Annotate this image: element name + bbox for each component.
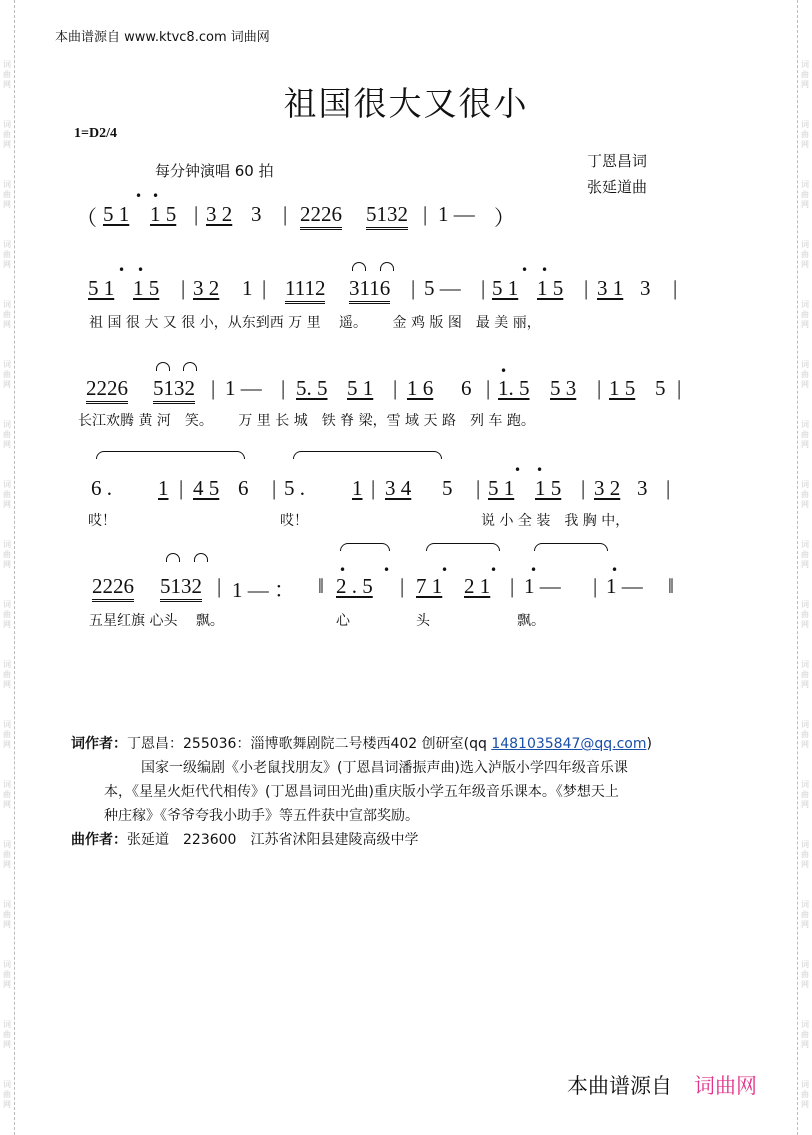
composer-label: 曲作者：	[71, 832, 127, 848]
watermark-text: 词 曲 网	[3, 60, 11, 89]
watermark-text: 词 曲 网	[801, 420, 809, 449]
lyric-line-4c: 头	[416, 613, 430, 629]
note-group: 3 1	[597, 276, 624, 300]
lyric-line-3a: 哎！	[88, 513, 116, 529]
paren-close: ）	[494, 206, 515, 230]
note-group: 5132	[160, 574, 202, 602]
watermark-text: 词 曲 网	[801, 120, 809, 149]
barline: ‖	[668, 574, 674, 598]
barline: |	[593, 574, 598, 598]
octave-dot: •	[490, 563, 498, 577]
footer-source	[567, 1070, 757, 1100]
note-group: 1 5	[535, 476, 562, 500]
octave-dot: •	[383, 563, 391, 577]
note-group: 5 1	[347, 376, 374, 400]
note-group: 5 1	[492, 276, 519, 300]
octave-dot: •	[521, 263, 529, 277]
slur-mark	[293, 451, 442, 459]
octave-dot: •	[118, 263, 126, 277]
watermark-text: 词 曲 网	[3, 720, 11, 749]
lyricist-label: 词作者：	[71, 736, 127, 752]
octave-dot: •	[135, 189, 143, 203]
slur-mark	[340, 543, 390, 551]
barline: |	[581, 476, 586, 500]
note-group: 5 3	[550, 376, 577, 400]
lyric-line-3b: 哎！	[280, 513, 308, 529]
note-group: 5132	[366, 202, 408, 230]
watermark-text: 词 曲 网	[3, 960, 11, 989]
note-group: 2 1	[464, 574, 491, 598]
watermark-text: 词 曲 网	[3, 600, 11, 629]
lyricist-note-line2: 国家一级编剧《小老鼠找朋友》(丁恩昌词潘振声曲)选入泸版小学四年级音乐课	[141, 760, 628, 776]
barline: |	[481, 276, 486, 300]
note-group: 2226	[86, 376, 128, 404]
note-group: 6 .	[91, 476, 112, 500]
watermark-text: 词 曲 网	[801, 780, 809, 809]
note-group: 1 6	[407, 376, 434, 400]
note-group: 5. 5	[296, 376, 328, 400]
note-group: 1112	[285, 276, 325, 304]
barline: |	[181, 276, 186, 300]
lyric-line-1: 祖 国 很 大 又 很 小，从东到西 万 里 遥。 金 鸡 版 图 最 美 丽，	[89, 315, 541, 331]
note-group: 5 1	[88, 276, 115, 300]
barline: |	[673, 276, 678, 300]
watermark-text: 词 曲 网	[801, 840, 809, 869]
watermark-text: 词 曲 网	[801, 1020, 809, 1049]
note-group: 1 —	[225, 376, 262, 400]
octave-dot: •	[441, 563, 449, 577]
lyricist-note-line3: 本，《星星火炬代代相传》(丁恩昌词田光曲)重庆版小学五年级音乐课本。《梦想天上	[104, 784, 619, 800]
tie-mark	[352, 262, 366, 271]
tie-mark	[156, 362, 170, 371]
note-group: 5132	[153, 376, 195, 404]
watermark-text: 词 曲 网	[3, 120, 11, 149]
note-group: 3 2	[594, 476, 621, 500]
note-group: 5 1	[488, 476, 515, 500]
composer-credit: 张延道曲	[587, 178, 648, 196]
barline: |	[584, 276, 589, 300]
note-group: 3	[251, 202, 262, 226]
note-group: 4 5	[193, 476, 220, 500]
note-group: 1 —	[438, 202, 475, 226]
note-group: 5	[442, 476, 453, 500]
note-group: 3 4	[385, 476, 412, 500]
watermark-text: 词 曲 网	[3, 840, 11, 869]
barline: |	[393, 376, 398, 400]
watermark-text: 词 曲 网	[3, 240, 11, 269]
note-group: 1	[242, 276, 253, 300]
composer-note	[71, 828, 751, 852]
lyricist-credit: 丁恩昌词	[587, 152, 648, 170]
watermark-text: 词 曲 网	[3, 480, 11, 509]
note-group: 1 —	[606, 574, 643, 598]
watermark-text: 词 曲 网	[3, 1080, 11, 1109]
note-group: 3 2	[206, 202, 233, 226]
barline: |	[400, 574, 405, 598]
watermark-text: 词 曲 网	[3, 1020, 11, 1049]
note-group: 5 1	[103, 202, 130, 226]
lyricist-note-line1	[71, 732, 751, 756]
octave-dot: •	[530, 563, 538, 577]
octave-dot: •	[611, 563, 619, 577]
barline: |	[179, 476, 184, 500]
watermark-text: 词 曲 网	[801, 540, 809, 569]
watermark-text: 词 曲 网	[3, 900, 11, 929]
note-group: 6	[238, 476, 249, 500]
watermark-text: 词 曲 网	[801, 600, 809, 629]
note-group: 3116	[349, 276, 390, 304]
barline: ‖	[318, 574, 324, 598]
barline: |	[194, 202, 199, 226]
watermark-text: 词 曲 网	[801, 180, 809, 209]
tie-mark	[194, 553, 208, 562]
lyric-line-3c: 说 小 全 装 我 胸 中，	[481, 513, 630, 529]
watermark-text: 词 曲 网	[801, 60, 809, 89]
watermark-text: 词 曲 网	[3, 300, 11, 329]
lyricist-address-end: )	[646, 736, 652, 752]
barline: |	[666, 476, 671, 500]
note-group: 3 2	[193, 276, 220, 300]
note-group: 5 .	[284, 476, 305, 500]
footer-site-link[interactable]: 词曲网	[694, 1074, 757, 1098]
barline: |	[272, 476, 277, 500]
watermark-text: 词 曲 网	[3, 540, 11, 569]
watermark-text: 词 曲 网	[801, 720, 809, 749]
note-group: 1	[158, 476, 169, 500]
composer-address: 张延道 223600 江苏省沭阳县建陵高级中学	[127, 832, 419, 848]
octave-dot: •	[137, 263, 145, 277]
note-group: 3	[637, 476, 648, 500]
note-group: 5 —	[424, 276, 461, 300]
watermark-text: 词 曲 网	[801, 300, 809, 329]
tie-mark	[166, 553, 180, 562]
octave-dot: •	[536, 463, 544, 477]
lyricist-note-line4: 种庄稼》《爷爷夸我小助手》等五件获中宣部奖励。	[104, 808, 419, 824]
lyric-line-2: 长江欢腾 黄 河 笑。 万 里 长 城 铁 脊 梁，雪 域 天 路 列 车 跑。	[78, 413, 535, 429]
note-group: 1. 5	[498, 376, 530, 400]
lyric-line-4a: 五星红旗 心头 飘。	[89, 613, 224, 629]
barline: |	[486, 376, 491, 400]
note-group: 1 — ：	[232, 578, 295, 602]
note-group: 5	[655, 376, 666, 400]
watermark-text: 词 曲 网	[3, 660, 11, 689]
header-source: 本曲谱源自 www.ktvc8.com 词曲网	[55, 30, 270, 45]
barline: |	[423, 202, 428, 226]
lyricist-email-link[interactable]: 1481035847@qq.com	[491, 736, 647, 752]
song-title: 祖国很大又很小	[283, 84, 529, 123]
paren-open: （	[76, 206, 97, 230]
barline: |	[211, 376, 216, 400]
barline: |	[283, 202, 288, 226]
lyric-line-4d: 飘。	[517, 613, 545, 629]
watermark-text: 词 曲 网	[801, 360, 809, 389]
barline: |	[677, 376, 682, 400]
footer-source-text: 本曲谱源自	[567, 1074, 672, 1098]
watermark-text: 词 曲 网	[801, 480, 809, 509]
watermark-text: 词 曲 网	[3, 420, 11, 449]
slur-mark	[534, 543, 608, 551]
barline: |	[371, 476, 376, 500]
tie-mark	[183, 362, 197, 371]
barline: |	[476, 476, 481, 500]
watermark-text: 词 曲 网	[801, 660, 809, 689]
note-group: 1 5	[537, 276, 564, 300]
note-group: 1	[352, 476, 363, 500]
barline: |	[597, 376, 602, 400]
note-group: 1 5	[133, 276, 160, 300]
barline: |	[217, 574, 222, 598]
barline: |	[262, 276, 267, 300]
watermark-text: 词 曲 网	[801, 1080, 809, 1109]
note-group: 7 1	[416, 574, 443, 598]
key-signature: 1=D2/4	[74, 126, 117, 141]
watermark-text: 词 曲 网	[3, 180, 11, 209]
note-group: 2226	[300, 202, 342, 230]
barline: |	[281, 376, 286, 400]
tie-mark	[380, 262, 394, 271]
note-group: 1 5	[609, 376, 636, 400]
lyricist-address: 丁恩昌：255036：淄博歌舞剧院二号楼西402 创研室(qq	[127, 736, 492, 752]
lyric-line-4b: 心	[336, 613, 350, 629]
barline: |	[411, 276, 416, 300]
watermark-text: 词 曲 网	[801, 900, 809, 929]
watermark-text: 词 曲 网	[3, 360, 11, 389]
barline: |	[510, 574, 515, 598]
slur-mark	[426, 543, 500, 551]
note-group: 3	[640, 276, 651, 300]
note-group: 2226	[92, 574, 134, 602]
author-notes	[71, 732, 751, 852]
octave-dot: •	[152, 189, 160, 203]
tempo-marking: 每分钟演唱 60 拍	[155, 162, 274, 180]
octave-dot: •	[500, 364, 508, 378]
note-group: 6	[461, 376, 472, 400]
octave-dot: •	[514, 463, 522, 477]
watermark-text: 词 曲 网	[801, 240, 809, 269]
watermark-text: 词 曲 网	[3, 780, 11, 809]
octave-dot: •	[339, 563, 347, 577]
slur-mark	[96, 451, 245, 459]
watermark-text: 词 曲 网	[801, 960, 809, 989]
note-group: 2 . 5	[336, 574, 373, 598]
octave-dot: •	[541, 263, 549, 277]
note-group: 1 —	[524, 574, 561, 598]
note-group: 1 5	[150, 202, 177, 226]
